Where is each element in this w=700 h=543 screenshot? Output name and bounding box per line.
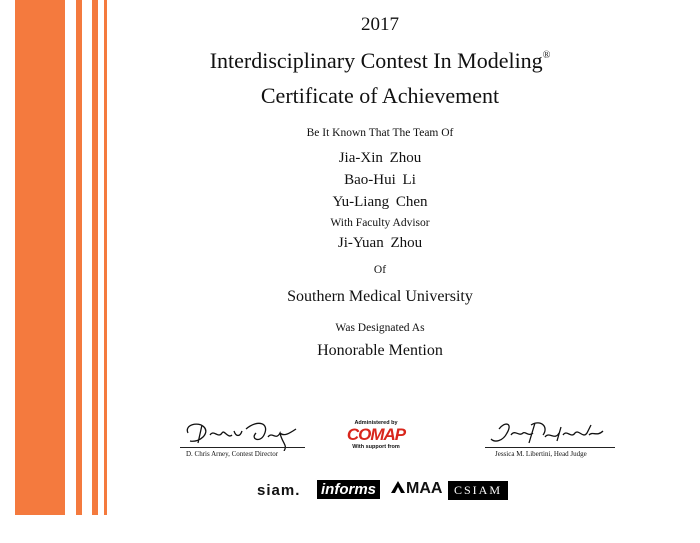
- orange-band-stripe-1: [76, 0, 82, 515]
- signature-line-right: [485, 447, 615, 448]
- sponsor-logos: [255, 480, 525, 502]
- faculty-advisor: Ji-Yuan Zhou: [337, 235, 423, 251]
- informs-logo: informs: [317, 480, 380, 499]
- maa-emblem-icon: [390, 480, 406, 494]
- of-label: Of: [373, 264, 387, 276]
- signature-caption-left: D. Chris Arney, Contest Director: [186, 450, 279, 458]
- support-label: With support from: [352, 444, 400, 450]
- orange-band-stripe-2: [92, 0, 98, 515]
- signature-scribble-left: [180, 415, 305, 451]
- siam-logo: siam.: [257, 482, 301, 499]
- university-name: Southern Medical University: [287, 288, 473, 305]
- advisor-label: With Faculty Advisor: [330, 217, 430, 229]
- award-level: Honorable Mention: [317, 342, 443, 359]
- administered-by-label: Administered by: [354, 420, 398, 426]
- maa-logo-text: MAA: [406, 480, 443, 497]
- orange-band-stripe-3: [104, 0, 107, 515]
- administration-block: [336, 420, 416, 470]
- registered-mark: ®: [542, 50, 551, 61]
- signature-scribble-right: [485, 415, 615, 451]
- orange-band-wide: [15, 0, 65, 515]
- team-member-2: Bao-Hui Li: [344, 172, 416, 188]
- contest-name-text: Interdisciplinary Contest In Modeling: [209, 48, 543, 73]
- team-member-1: Jia-Xin Zhou: [338, 150, 422, 166]
- head-judge-signature: [485, 415, 615, 465]
- maa-logo: [390, 480, 442, 498]
- signature-line-left: [180, 447, 305, 448]
- certificate-year: 2017: [361, 14, 399, 35]
- intro-text: Be It Known That The Team Of: [306, 127, 454, 139]
- comap-logo: COMAP: [346, 425, 406, 444]
- team-member-3: Yu-Liang Chen: [332, 194, 428, 210]
- contest-director-signature: [180, 415, 305, 465]
- certificate-title: Certificate of Achievement: [260, 83, 500, 108]
- designation-label: Was Designated As: [335, 322, 425, 334]
- signature-caption-right: Jessica M. Libertini, Head Judge: [495, 450, 587, 458]
- contest-name: [120, 48, 640, 74]
- csiam-logo: CSIAM: [448, 481, 508, 500]
